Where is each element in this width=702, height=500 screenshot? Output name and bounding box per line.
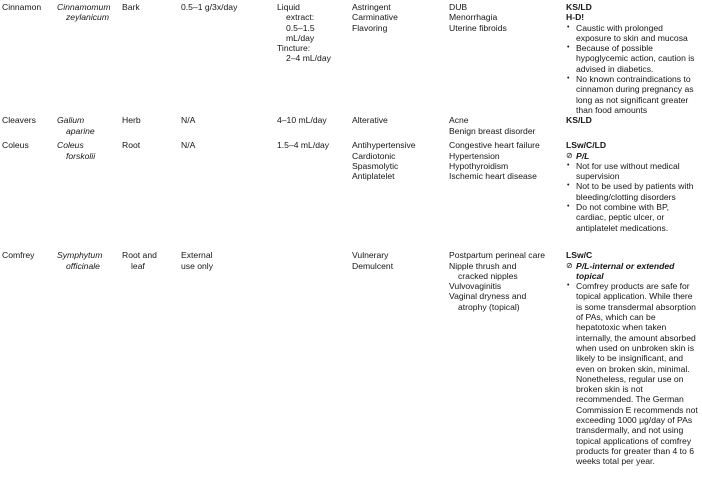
liquid-dose: 1.5–4 mL/day <box>277 140 330 151</box>
common-name: Comfrey <box>2 250 35 261</box>
plant-part: Root <box>122 140 141 151</box>
latin-name: Cinnamomum zeylanicum <box>57 2 111 23</box>
common-name: Cleavers <box>2 115 36 126</box>
safety-notes <box>566 115 702 125</box>
bullet-icon: • <box>567 182 570 190</box>
safety-bullet: • No known contraindications to cinnamon during pregnancy as long as not significant greater than food amounts <box>567 74 694 115</box>
indications-list: Acne Benign breast disorder <box>449 115 536 136</box>
safety-code: LSw/C/LD <box>566 140 607 151</box>
dose: 0.5–1 g/3x/day <box>181 2 238 12</box>
safety-bullet: • Comfrey products are safe for topical application. While there is some transdermal absorption of PAs, which can be hepatotoxic when taken internally, the amount absorbed when used on unbroken skin is likely to be insignificant, and even on broken skin, minimal. Nonetheless, regular use on broken skin is not recommended. The German Commission E recommends not exceeding 1000 μg/day of PAs transdermally, and not using topical applications of comfrey products for greater than 4 to 6 weeks total per year. <box>567 281 698 467</box>
dose: External use only <box>181 250 214 271</box>
bullet-icon: • <box>567 203 570 211</box>
indications-list: Congestive heart failure Hypertension Hypothyroidism Ischemic heart disease <box>449 140 540 182</box>
safety-bullet: • Caustic with prolonged exposure to skin and mucosa <box>567 22 688 43</box>
table-row <box>2 115 702 140</box>
prohibited-icon: ⊘ <box>566 260 573 270</box>
liquid-dose: 4–10 mL/day <box>277 115 327 126</box>
table-row <box>2 140 702 250</box>
pregnancy-lactation-warning: ⊘ P/L <box>566 150 590 161</box>
safety-bullet: • Do not combine with BP, cardiac, peptic ulcer, or antiplatelet medications. <box>567 202 669 233</box>
safety-notes <box>566 250 702 466</box>
safety-code: LSw/C <box>566 250 593 261</box>
safety-code: KS/LD <box>566 2 592 12</box>
dose: N/A <box>181 140 196 151</box>
actions-list: Vulnerary Demulcent <box>352 250 394 271</box>
indications-list: Postpartum perineal care Nipple thrush and cracked nipples Vulvovaginitis Vaginal dryness and atrophy (topical) <box>449 250 546 312</box>
table-row <box>2 250 702 466</box>
safety-code: H-D! <box>566 12 585 23</box>
plant-part: Herb <box>122 115 141 126</box>
safety-bullet: • Not to be used by patients with bleeding/clotting disorders <box>567 181 694 202</box>
dose: N/A <box>181 115 196 126</box>
table-row <box>2 2 702 115</box>
liquid-dose: Liquid extract: 0.5–1.5 mL/day Tincture: 2–4 mL/day <box>277 2 331 64</box>
actions-list: Astringent Carminative Flavoring <box>352 2 398 33</box>
pregnancy-lactation-warning: ⊘ P/L-internal or extended topical <box>566 260 675 281</box>
common-name: Coleus <box>2 140 29 151</box>
plant-part: Bark <box>122 2 140 12</box>
bullet-icon: • <box>567 23 570 31</box>
safety-code: KS/LD <box>566 115 592 126</box>
latin-name: Galium aparine <box>57 115 95 136</box>
latin-name: Coleus forskolii <box>57 140 96 161</box>
common-name-text: Cinnamon <box>2 2 42 12</box>
bullet-icon: • <box>567 282 570 290</box>
safety-bullet: • Not for use without medical supervision <box>567 160 680 182</box>
plant-part: Root and leaf <box>122 250 157 271</box>
safety-bullet: • Because of possible hypoglycemic action, caution is advised in diabetics. <box>567 43 695 74</box>
prohibited-icon: ⊘ <box>566 150 573 160</box>
indications-list: DUB Menorrhagia Uterine fibroids <box>449 2 507 33</box>
latin-name: Symphytum officinale <box>57 250 103 271</box>
actions-list: Antihypertensive Cardiotonic Spasmolytic Antiplatelet <box>352 140 416 182</box>
bullet-icon: • <box>567 75 570 83</box>
common-name <box>2 2 57 12</box>
safety-notes <box>566 2 702 115</box>
safety-notes <box>566 140 702 233</box>
bullet-icon: • <box>567 161 570 169</box>
actions-list: Alterative <box>352 115 388 126</box>
bullet-icon: • <box>567 44 570 52</box>
